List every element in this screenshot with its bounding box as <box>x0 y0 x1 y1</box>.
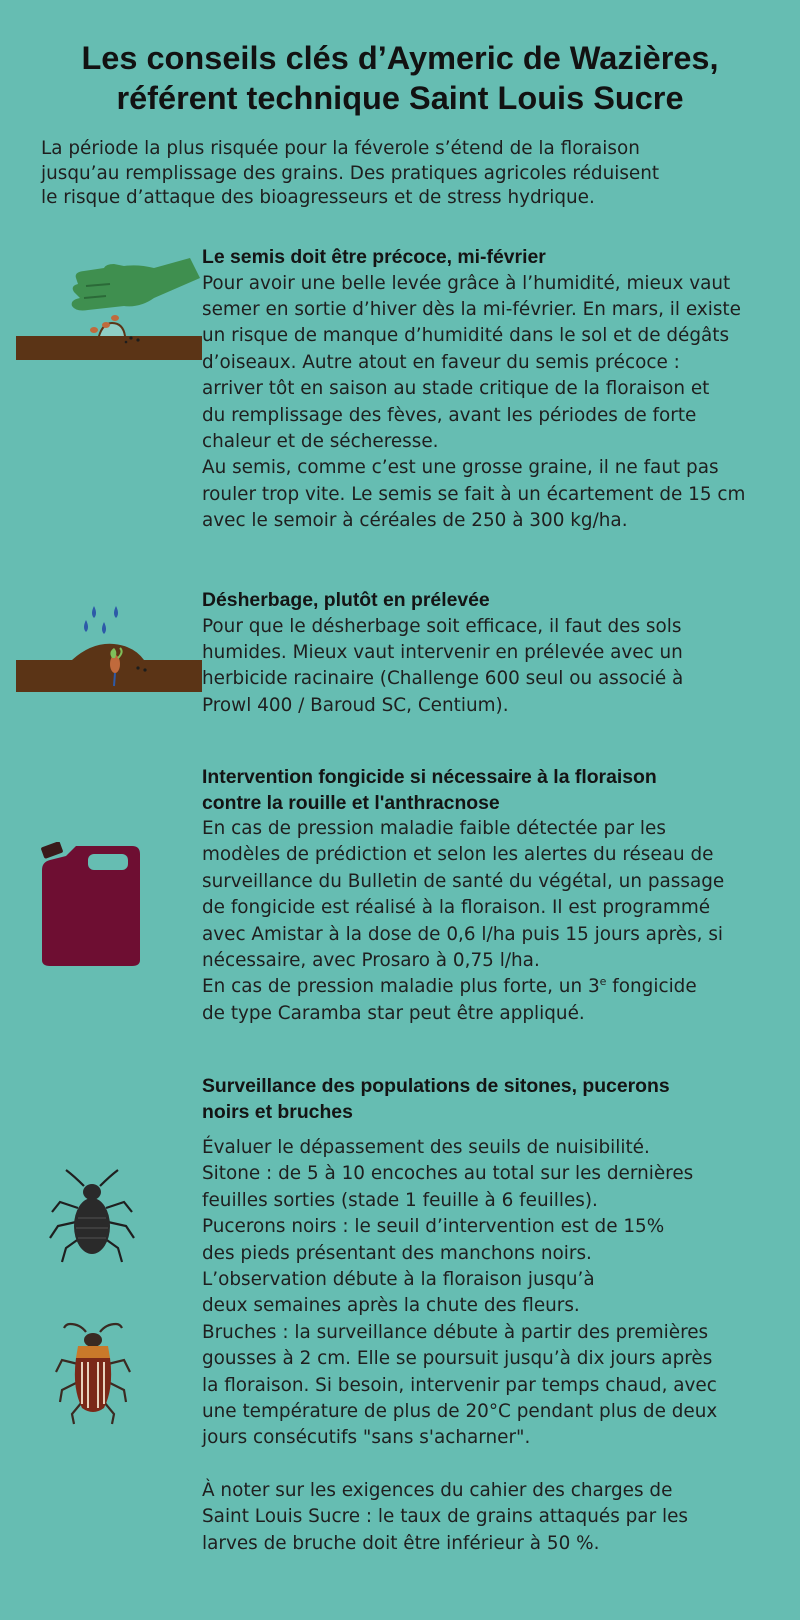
body-text: En cas de pression maladie plus forte, un 3 <box>202 976 600 998</box>
heading-line: Intervention fongicide si nécessaire à la floraison <box>202 766 657 788</box>
heading-line: noirs et bruches <box>202 1100 353 1123</box>
gloved-hand-sowing-seeds-icon <box>14 256 204 376</box>
body-line: du remplissage des fèves, avant les périodes de forte <box>202 404 697 426</box>
body-line: deux semaines après la chute des fleurs. <box>202 1295 580 1317</box>
section-fungicide <box>202 765 792 1027</box>
body-line: Pour que le désherbage soit efficace, il faut des sols <box>202 615 682 637</box>
body-line: arriver tôt en saison au stade critique de la floraison et <box>202 378 710 400</box>
body-line: Sitone : de 5 à 10 encoches au total sur les dernières <box>202 1163 694 1185</box>
heading-line: Désherbage, plutôt en prélevée <box>202 589 490 611</box>
body-line: feuilles sorties (stade 1 feuille à 6 feuilles). <box>202 1189 598 1211</box>
section-sowing <box>202 245 792 535</box>
body-line: L’observation débute à la floraison jusqu’à <box>202 1269 595 1291</box>
body-line: gousses à 2 cm. Elle se poursuit jusqu’à dix jours après <box>202 1348 713 1370</box>
body-line: de fongicide est réalisé à la floraison. Il est programmé <box>202 897 711 919</box>
intro-paragraph <box>41 137 761 211</box>
section-heading <box>202 588 792 614</box>
body-text: fongicide <box>606 976 697 998</box>
section-body <box>202 271 792 535</box>
body-line: En cas de pression maladie faible détectée par les <box>202 818 666 839</box>
intro-line: La période la plus risquée pour la féverole s’étend de la floraison <box>41 138 640 159</box>
body-line: semer en sortie d’hiver dès la mi-février. En mars, il existe <box>202 298 741 320</box>
note-line: larves de bruche doit être inférieur à 50 %. <box>202 1532 600 1554</box>
body-line: avec le semoir à céréales de 250 à 300 kg/ha. <box>202 510 628 532</box>
body-line: Au semis, comme c’est une grosse graine, il ne faut pas <box>202 457 719 479</box>
section-weeding <box>202 588 792 719</box>
section-heading <box>202 765 792 816</box>
section-heading <box>202 245 792 271</box>
intro-line: jusqu’au remplissage des grains. Des pratiques agricoles réduisent <box>41 162 660 184</box>
superscript: e <box>599 975 607 989</box>
body-line: Prowl 400 / Baroud SC, Centium). <box>202 694 509 716</box>
section-body <box>202 1135 792 1557</box>
body-line: un risque de manque d’humidité dans le sol et de dégâts <box>202 325 730 347</box>
body-line: modèles de prédiction et selon les alertes du réseau de <box>202 844 714 866</box>
heading-line: Surveillance des populations de sitones, pucerons <box>202 1075 670 1097</box>
note-line: À noter sur les exigences du cahier des charges de <box>202 1479 673 1501</box>
title-line: Les conseils clés d’Aymeric de Wazières, <box>81 40 719 76</box>
body-line: herbicide racinaire (Challenge 600 seul ou associé à <box>202 668 684 690</box>
body-line: de type Caramba star peut être appliqué. <box>202 1002 585 1024</box>
body-line: Bruches : la surveillance débute à partir des premières <box>202 1321 709 1343</box>
body-line: jours consécutifs "sans s'acharner". <box>202 1427 531 1449</box>
body-line: nécessaire, avec Prosaro à 0,75 l/ha. <box>202 950 540 972</box>
title-line: référent technique Saint Louis Sucre <box>116 80 684 116</box>
intro-line: le risque d’attaque des bioagresseurs et de stress hydrique. <box>41 187 595 208</box>
body-line: Pour avoir une belle levée grâce à l’humidité, mieux vaut <box>202 272 731 294</box>
bruchid-beetle-icon <box>50 1318 136 1426</box>
page-title <box>0 38 800 118</box>
section-body <box>202 614 792 720</box>
body-line: humides. Mieux vaut intervenir en prélevée avec un <box>202 641 683 663</box>
body-line: avec Amistar à la dose de 0,6 l/ha puis 15 jours après, si <box>202 923 724 945</box>
body-line: une température de plus de 20°C pendant plus de deux <box>202 1401 718 1423</box>
jerrycan-icon <box>36 842 146 968</box>
heading-line: contre la rouille et l'anthracnose <box>202 791 500 814</box>
note-line: Saint Louis Sucre : le taux de grains attaqués par les <box>202 1506 688 1528</box>
aphid-icon <box>44 1168 140 1268</box>
section-heading <box>202 1074 792 1125</box>
body-line: la floraison. Si besoin, intervenir par temps chaud, avec <box>202 1374 717 1396</box>
body-line: Pucerons noirs : le seuil d’intervention est de 15% <box>202 1216 665 1238</box>
water-drops-on-soil-icon <box>14 598 204 698</box>
body-line: chaleur et de sécheresse. <box>202 430 439 452</box>
body-line: des pieds présentant des manchons noirs. <box>202 1242 592 1264</box>
section-pest-monitoring <box>202 1074 792 1557</box>
body-line: rouler trop vite. Le semis se fait à un écartement de 15 cm <box>202 483 746 505</box>
body-line: d’oiseaux. Autre atout en faveur du semis précoce : <box>202 351 680 373</box>
heading-line: Le semis doit être précoce, mi-février <box>202 246 546 268</box>
section-body <box>202 816 792 1027</box>
body-line <box>202 974 792 1000</box>
body-line: surveillance du Bulletin de santé du végétal, un passage <box>202 870 725 892</box>
body-line: Évaluer le dépassement des seuils de nuisibilité. <box>202 1137 650 1158</box>
